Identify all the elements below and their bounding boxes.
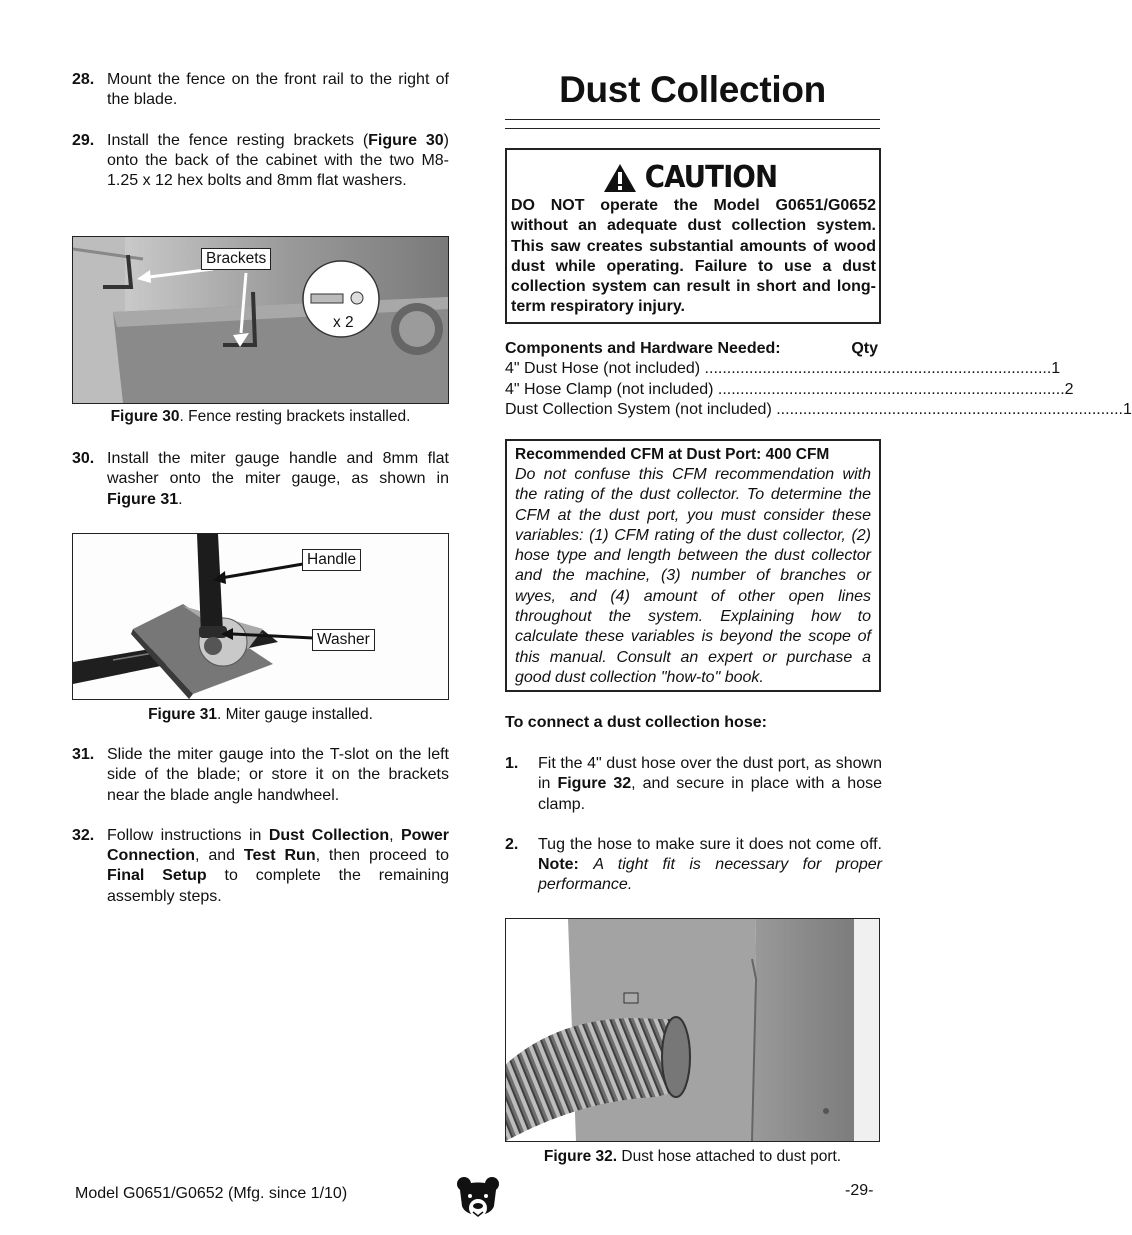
- title-rule-bottom: [505, 128, 880, 129]
- caution-header: [507, 160, 879, 196]
- cfm-note-box: [505, 439, 881, 692]
- figure-32-image: [505, 918, 880, 1142]
- callout-brackets: Brackets: [201, 248, 271, 270]
- component-row: 4" Dust Hose (not included) .............................................................................. 1: [505, 360, 1061, 378]
- bear-logo-icon: [456, 1176, 500, 1228]
- callout-handle: Handle: [302, 549, 361, 571]
- warning-triangle-icon: [603, 163, 637, 193]
- steps-31-32: [72, 745, 449, 907]
- cfm-body: Do not confuse this CFM recommendation with the rating of the dust collector. To determine the CFM at the dust port, you must consider these variables: (1) CFM rating of the dust collector, (2) hose type and length between the dust collector and the machine, (3) number of branches or wyes, and (4) amount of other open lines throughout the system. Explaining how to calculate these variables is beyond the scope of this manual. Consult an expert or purchase a good dust collection "how-to" book.: [515, 466, 871, 686]
- cfm-title: Recommended CFM at Dust Port: 400 CFM: [515, 446, 830, 463]
- step-32: 32. Follow instructions in Dust Collection, Power Connection, and Test Run, then proceed to Final Setup to complete the remaining assembly steps.: [72, 826, 450, 905]
- callout-qty: x 2: [333, 314, 354, 331]
- figure-32-caption: Figure 32. Dust hose attached to dust port.: [543, 1148, 842, 1165]
- step-31: 31. Slide the miter gauge into the T-slot on the left side of the blade; or store it on the brackets near the blade angle handwheel.: [72, 746, 449, 804]
- caution-label: CAUTION: [644, 159, 778, 195]
- step-30: 30. Install the miter gauge handle and 8mm flat washer onto the miter gauge, as shown in Figure 31.: [72, 450, 449, 508]
- dust-hose-illustration: [506, 919, 879, 1141]
- connect-heading: To connect a dust collection hose:: [505, 714, 767, 731]
- title-rule-top: [505, 119, 880, 120]
- connect-steps: [505, 754, 882, 896]
- step-28: 28. Mount the fence on the front rail to the right of the blade.: [72, 71, 449, 109]
- footer-model: Model G0651/G0652 (Mfg. since 1/10): [75, 1185, 348, 1202]
- components-header: Components and Hardware Needed: Qty: [505, 340, 878, 357]
- component-row: 4" Hose Clamp (not included) .............................................................................. 2: [505, 380, 1074, 398]
- components-list: [505, 339, 1132, 420]
- figure-30-caption: Figure 30. Fence resting brackets installed.: [110, 408, 411, 425]
- callout-washer: Washer: [312, 629, 375, 651]
- section-title: Dust Collection: [559, 69, 826, 110]
- steps-28-29: [72, 70, 449, 191]
- footer-page-number: -29-: [845, 1182, 874, 1199]
- figure-30-image: [72, 236, 449, 404]
- step-29: 29. Install the fence resting brackets (Figure 30) onto the back of the cabinet with the two M8-1.25 x 12 hex bolts and 8mm flat washers.: [72, 131, 449, 190]
- caution-text: DO NOT operate the Model G0651/G0652 without an adequate dust collection system. This saw creates substantial amounts of wood dust while operating. Failure to use a dust collection system can result in short and long-term respiratory injury.: [511, 197, 876, 316]
- caution-box: [505, 148, 881, 324]
- figure-31-image: [72, 533, 449, 700]
- connect-step-1: 1. Fit the 4" dust hose over the dust port, as shown in Figure 32, and secure in place with a hose clamp.: [505, 755, 882, 813]
- component-row: Dust Collection System (not included) .............................................................................. 1: [505, 400, 1132, 418]
- figure-31-caption: Figure 31. Miter gauge installed.: [148, 706, 373, 723]
- miter-gauge-illustration: [73, 534, 448, 699]
- connect-step-2: 2. Tug the hose to make sure it does not come off. Note: A tight fit is necessary for proper performance.: [505, 835, 882, 894]
